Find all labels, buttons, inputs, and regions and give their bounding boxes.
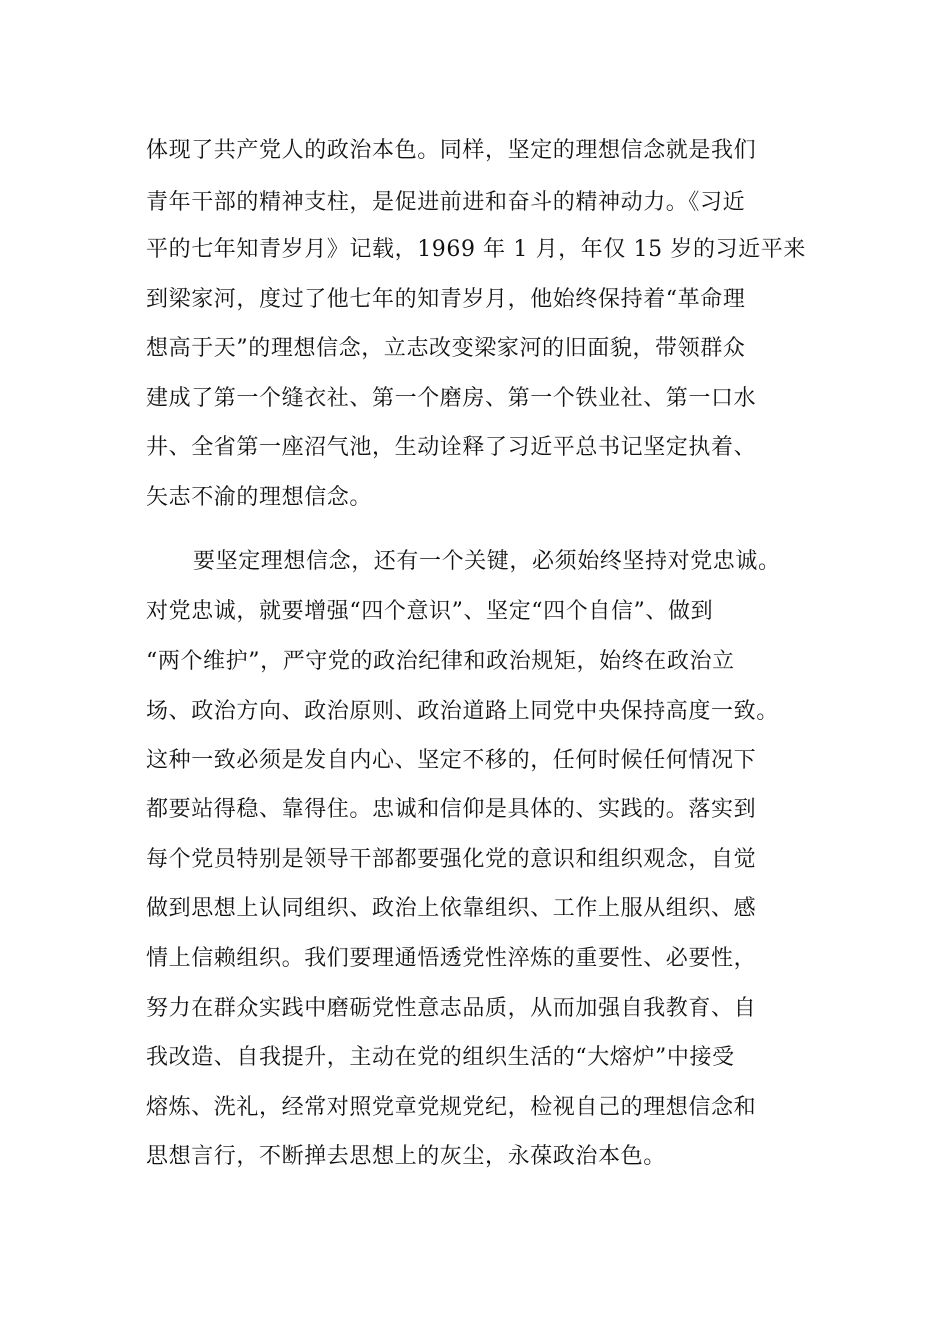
text-line: 熔炼、洗礼，经常对照党章党规党纪，检视自己的理想信念和 <box>146 1095 757 1120</box>
text-line: 井、全省第一座沼气池，生动诠释了习近平总书记坚定执着、 <box>146 435 757 460</box>
text-line: 场、政治方向、政治原则、政治道路上同党中央保持高度一致。 <box>146 699 779 724</box>
text-line: 想高于天”的理想信念，立志改变梁家河的旧面貌，带领群众 <box>146 336 746 361</box>
text-line: 做到思想上认同组织、政治上依靠组织、工作上服从组织、感 <box>146 896 757 921</box>
text-line: 对党忠诚，就要增强“四个意识”、坚定“四个自信”、做到 <box>146 599 714 624</box>
text-line: 青年干部的精神支柱，是促进前进和奋斗的精神动力。《习近 <box>146 190 746 215</box>
text-line: 思想言行，不断掸去思想上的灰尘，永葆政治本色。 <box>146 1144 666 1169</box>
text-line: 这种一致必须是发自内心、坚定不移的，任何时候任何情况下 <box>146 748 757 773</box>
text-line: “两个维护”，严守党的政治纪律和政治规矩，始终在政治立 <box>146 649 735 674</box>
text-line: 每个党员特别是领导干部都要强化党的意识和组织观念，自觉 <box>146 847 757 872</box>
text-line: 平的七年知青岁月》记载，1969 年 1 月，年仅 15 岁的习近平来 <box>146 237 806 262</box>
text-line: 体现了共产党人的政治本色。同样，坚定的理想信念就是我们 <box>146 138 757 163</box>
text-line: 建成了第一个缝衣社、第一个磨房、第一个铁业社、第一口水 <box>146 386 757 411</box>
text-line: 我改造、自我提升，主动在党的组织生活的“大熔炉”中接受 <box>146 1045 735 1070</box>
text-line: 都要站得稳、靠得住。忠诚和信仰是具体的、实践的。落实到 <box>146 797 757 822</box>
text-line: 到梁家河，度过了他七年的知青岁月，他始终保持着“革命理 <box>146 287 746 312</box>
text-line: 情上信赖组织。我们要理通悟透党性淬炼的重要性、必要性， <box>146 946 757 971</box>
text-line: 矢志不渝的理想信念。 <box>146 485 373 510</box>
text-line: 努力在群众实践中磨砺党性意志品质，从而加强自我教育、自 <box>146 996 757 1021</box>
text-line: 要坚定理想信念，还有一个关键，必须始终坚持对党忠诚。 <box>193 549 781 574</box>
